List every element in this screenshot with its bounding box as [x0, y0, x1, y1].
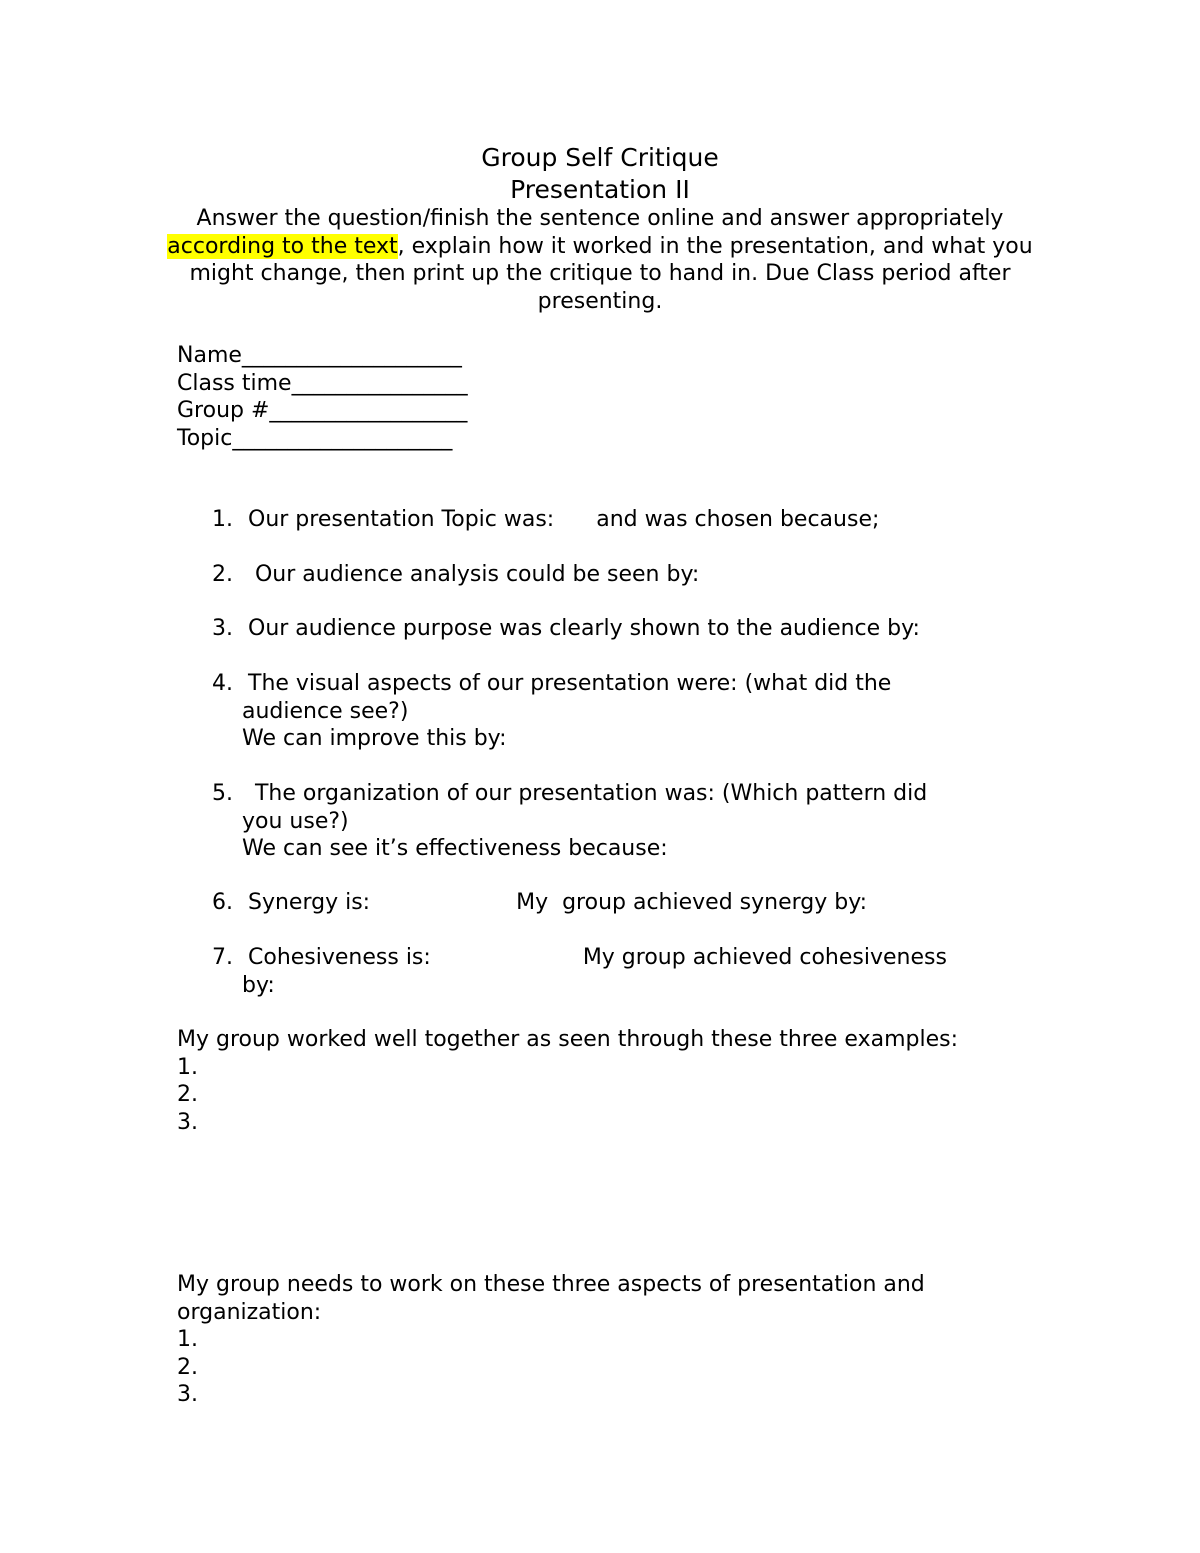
question-5 [212, 780, 1002, 863]
student-info-fields [177, 342, 1037, 452]
question-text: Our audience analysis could be seen by: [248, 562, 700, 587]
question-text-b: My group achieved synergy by: [516, 890, 868, 915]
question-number: 4. [212, 671, 233, 696]
page-title: Group Self Critique [481, 143, 719, 172]
question-3 [212, 615, 1002, 643]
question-number: 6. [212, 890, 233, 915]
question-text: Synergy is: [248, 890, 371, 915]
question-number: 1. [212, 507, 233, 532]
list-item: 3. [177, 1382, 198, 1407]
page-subtitle: Presentation II [510, 175, 690, 204]
topic-field: Topic____________________ [177, 425, 453, 451]
section-heading: My group needs to work on these three aspects of presentation and organization: [177, 1272, 925, 1325]
question-continuation: audience see?) [242, 698, 409, 724]
question-6 [212, 889, 1002, 917]
list-item: 2. [177, 1354, 198, 1380]
question-text-b: and was chosen because; [596, 507, 880, 532]
instructions-highlight: according to the text [167, 233, 398, 259]
instructions [150, 205, 1050, 315]
list-item: 1. [177, 1327, 198, 1352]
list-item: 1. [177, 1054, 198, 1080]
question-text: Our audience purpose was clearly shown to the audience by: [248, 616, 920, 641]
question-continuation: you use?) [242, 808, 349, 834]
instructions-text-1: Answer the question/finish the sentence online and answer appropriately [196, 206, 1004, 231]
question-continuation: by: [242, 972, 275, 998]
name-field: Name____________________ [177, 343, 462, 368]
list-item: 3. [177, 1109, 198, 1135]
question-number: 3. [212, 616, 233, 641]
instructions-text-2: , explain how it worked in the presentation, and what you might change, then print up the critique to hand in. Due Class period after presenting. [189, 233, 1033, 314]
question-1 [212, 506, 1002, 534]
question-text: Our presentation Topic was: [248, 507, 555, 532]
question-4 [212, 670, 1002, 753]
section-heading: My group worked well together as seen through these three examples: [177, 1027, 958, 1052]
question-2 [212, 561, 1002, 589]
group-number-field: Group #__________________ [177, 398, 468, 423]
question-number: 7. [212, 945, 233, 970]
needs-work-section [177, 1271, 997, 1409]
question-text: The visual aspects of our presentation were: (what did the [248, 671, 892, 696]
question-7 [212, 944, 1002, 999]
question-followup: We can see it’s effectiveness because: [242, 836, 668, 861]
question-number: 2. [212, 562, 233, 587]
question-text-b: My group achieved cohesiveness [582, 945, 947, 970]
question-number: 5. [212, 781, 233, 806]
question-text: The organization of our presentation was: (Which pattern did [248, 781, 928, 806]
class-time-field: Class time________________ [177, 370, 468, 396]
question-text: Cohesiveness is: [248, 945, 431, 970]
list-item: 2. [177, 1082, 198, 1107]
worked-well-section [177, 1026, 1037, 1136]
question-followup: We can improve this by: [242, 726, 507, 751]
